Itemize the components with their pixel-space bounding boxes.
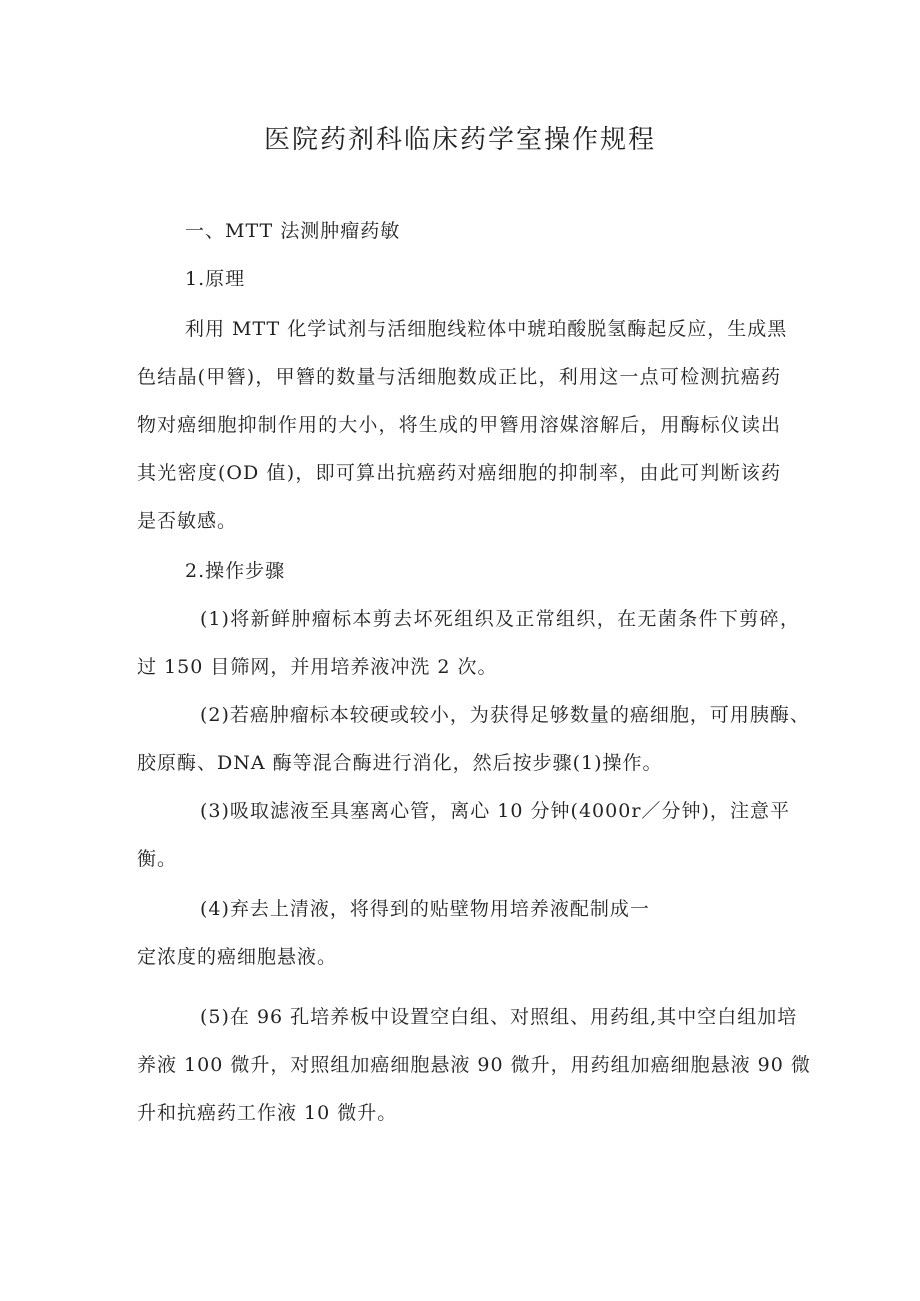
step-3-line-1: (3)吸取滤液至具塞离心管，离心 10 分钟(4000r／分钟)，注意平: [200, 800, 790, 822]
step-5-line-1: (5)在 96 孔培养板中设置空白组、对照组、用药组,其中空白组加培: [200, 1006, 798, 1028]
section-heading-mtt: 一、MTT 法测肿瘤药敏: [185, 220, 401, 242]
step-3-line-2: 衡。: [137, 848, 178, 870]
step-2-line-1: (2)若癌肿瘤标本较硬或较小，为获得足够数量的癌细胞，可用胰酶、: [200, 704, 810, 726]
step-4-line-2: 定浓度的癌细胞悬液。: [137, 946, 338, 968]
subheading-principle: 1.原理: [185, 268, 246, 290]
step-1-line-2: 过 150 目筛网，并用培养液冲洗 2 次。: [137, 656, 498, 678]
principle-line-2: 色结晶(甲簪)，甲簪的数量与活细胞数成正比，利用这一点可检测抗癌药: [137, 366, 781, 388]
principle-line-3: 物对癌细胞抑制作用的大小，将生成的甲簪用溶媒溶解后，用酶标仪读出: [137, 414, 781, 436]
step-1-line-1: (1)将新鲜肿瘤标本剪去坏死组织及正常组织，在无菌条件下剪碎，: [200, 608, 800, 630]
subheading-steps: 2.操作步骤: [185, 560, 286, 582]
step-4-line-1: (4)弃去上清液，将得到的贴壁物用培养液配制成一: [200, 898, 650, 920]
document-title: 医院药剂科临床药学室操作规程: [263, 125, 656, 155]
step-5-line-2: 养液 100 微升，对照组加癌细胞悬液 90 微升，用药组加癌细胞悬液 90 微: [137, 1054, 811, 1076]
step-5-line-3: 升和抗癌药工作液 10 微升。: [137, 1102, 398, 1124]
step-2-line-2: 胶原酶、DNA 酶等混合酶进行消化，然后按步骤(1)操作。: [137, 752, 663, 774]
principle-line-5: 是否敏感。: [137, 510, 238, 532]
principle-line-4: 其光密度(OD 值)，即可算出抗癌药对癌细胞的抑制率，由此可判断该药: [137, 462, 781, 484]
principle-line-1: 利用 MTT 化学试剂与活细胞线粒体中琥珀酸脱氢酶起反应，生成黑: [185, 318, 788, 340]
